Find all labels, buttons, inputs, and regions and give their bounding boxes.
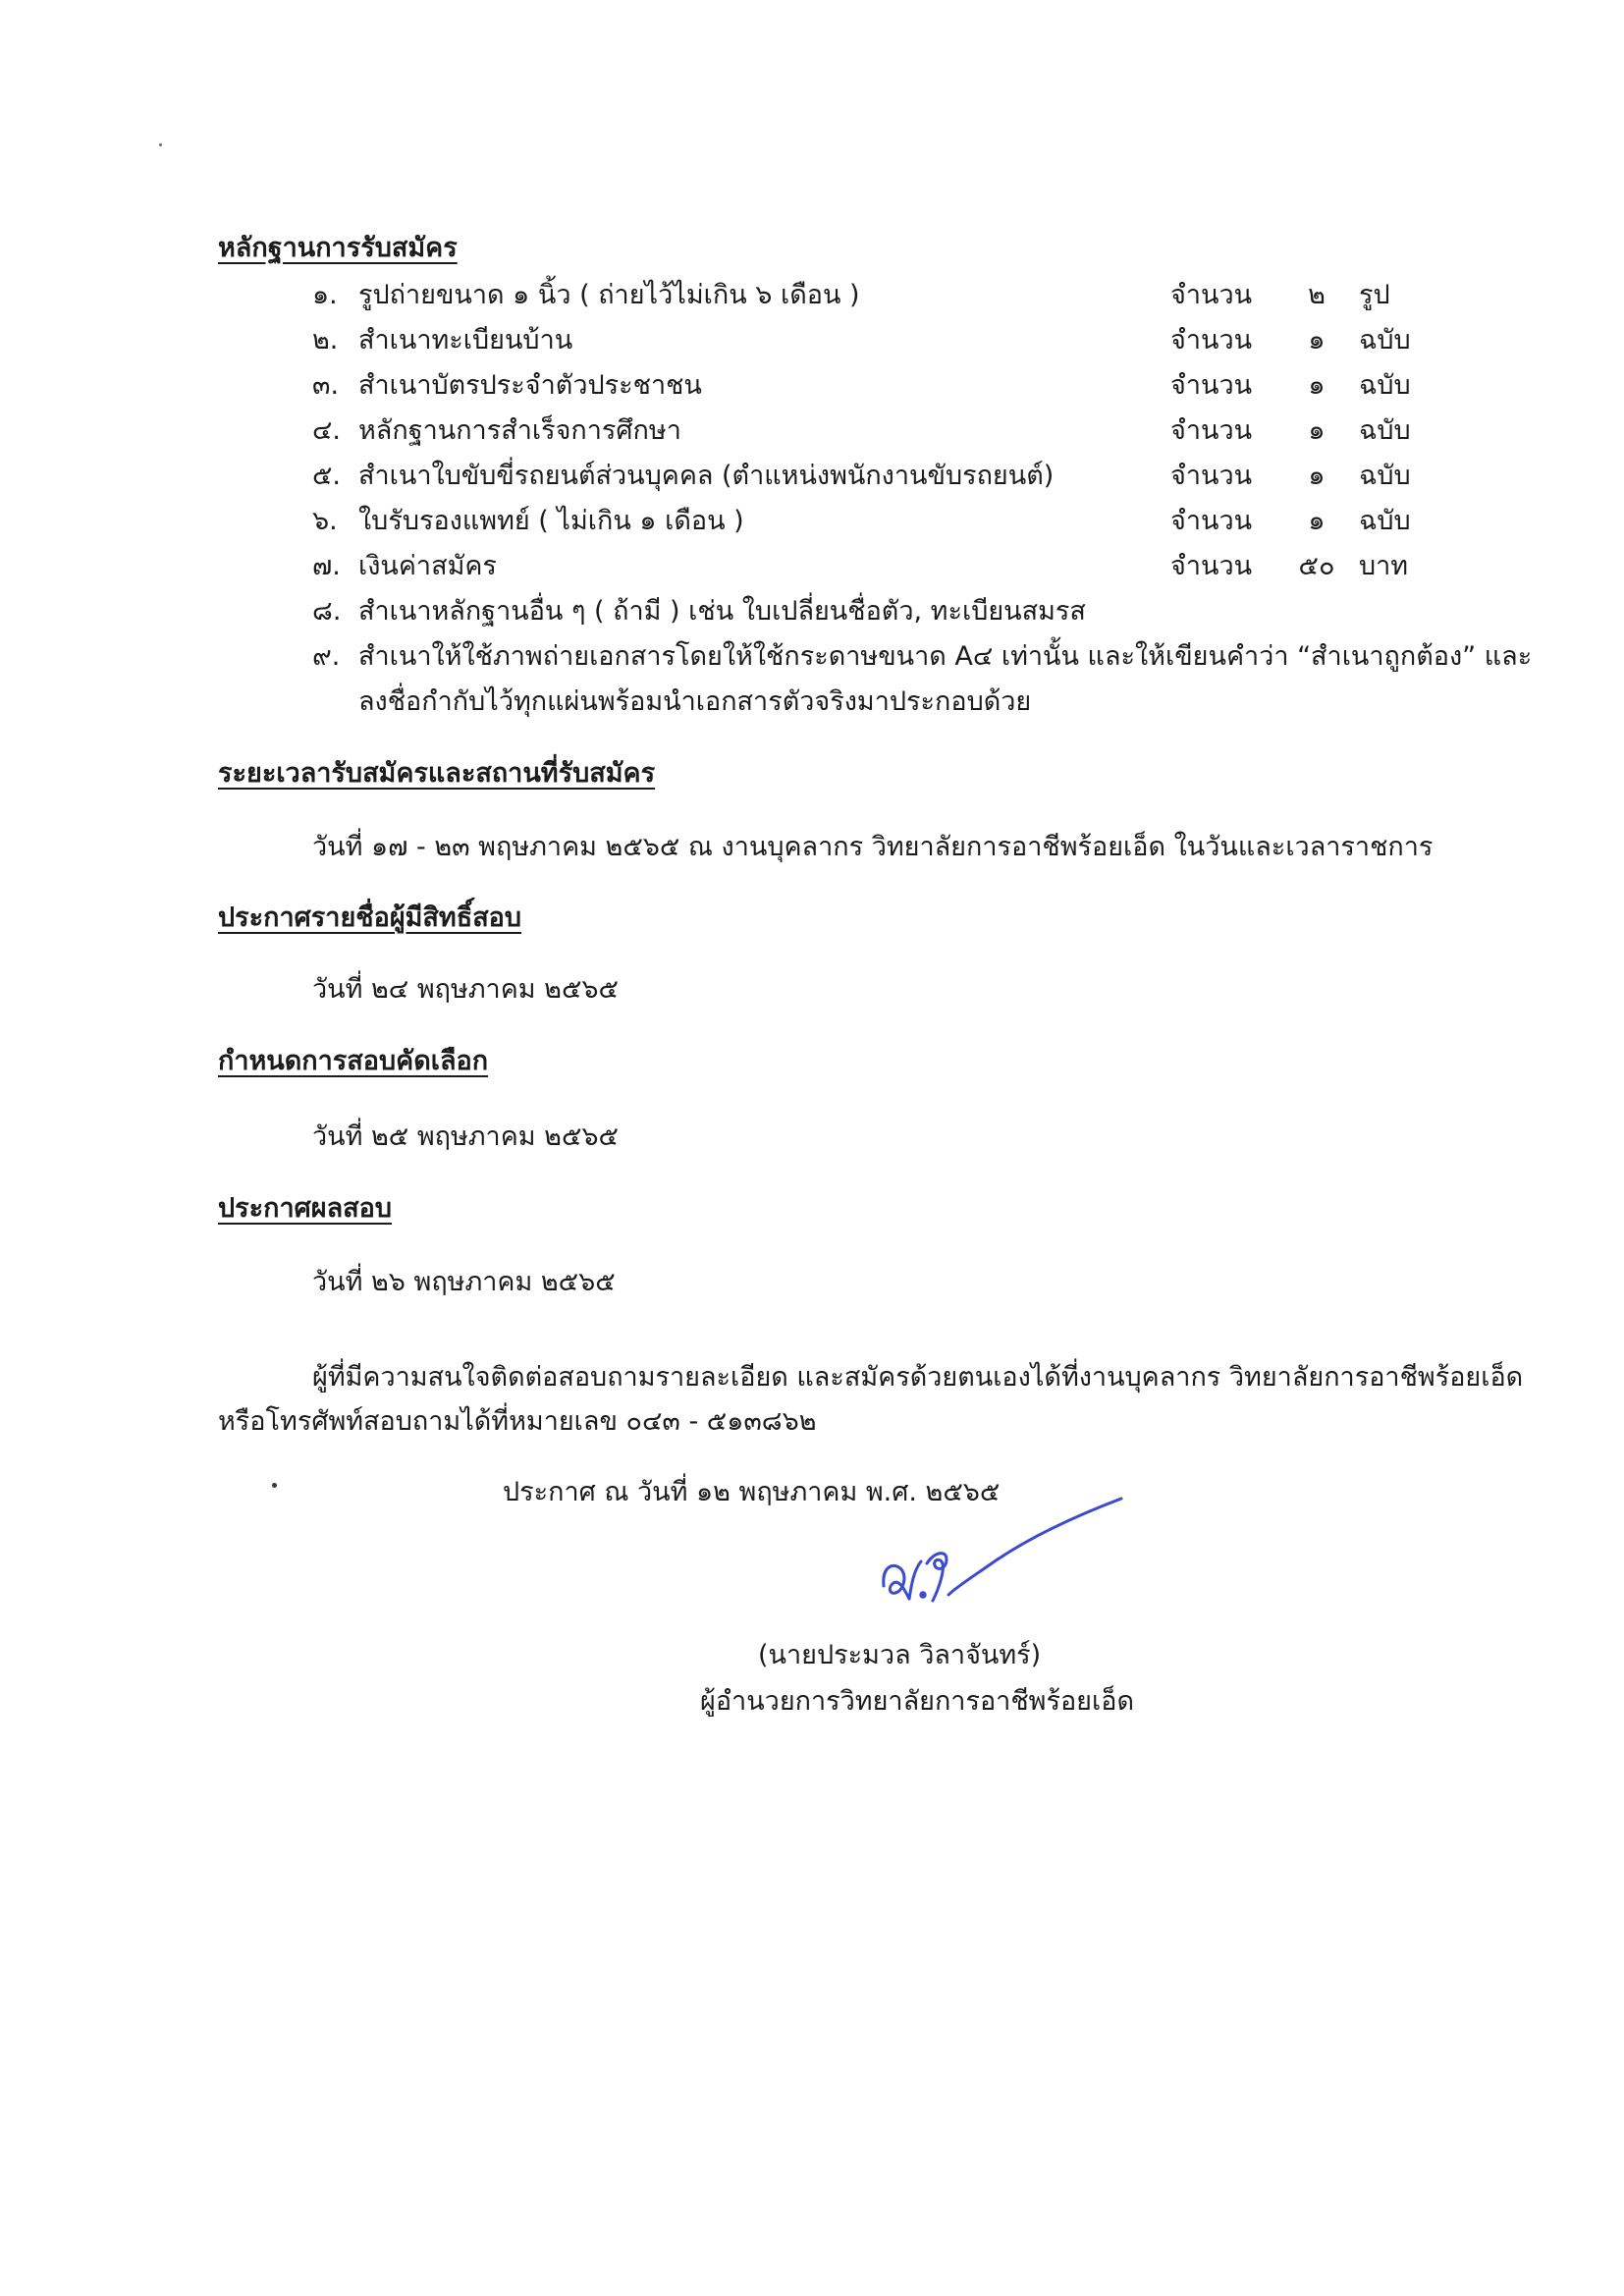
item-quantity-label: จำนวน bbox=[1170, 461, 1253, 491]
list-item-continuation bbox=[0, 680, 1624, 719]
list-item bbox=[0, 499, 1624, 538]
list-item bbox=[0, 634, 1624, 674]
item-text: ลงชื่อกำกับไว้ทุกแผ่นพร้อมนำเอกสารตัวจริงมาประกอบด้วย bbox=[358, 686, 1032, 717]
item-number: ๙. bbox=[312, 641, 341, 672]
list-item bbox=[0, 409, 1624, 448]
item-text: สำเนาใบขับขี่รถยนต์ส่วนบุคคล (ตำแหน่งพนักงานขับรถยนต์) bbox=[358, 461, 1055, 491]
item-text: หลักฐานการสำเร็จการศึกษา bbox=[358, 415, 681, 446]
contact-line-2: หรือโทรศัพท์สอบถามได้ที่หมายเลข ๐๔๓ - ๕๑๓๘๖๒ bbox=[218, 1406, 817, 1437]
announce-date: ประกาศ ณ วันที่ ๑๒ พฤษภาคม พ.ศ. ๒๕๖๕ bbox=[503, 1477, 1001, 1507]
signatory-name: (นายประมวล วิลาจันทร์) bbox=[758, 1640, 1042, 1670]
item-unit: ฉบับ bbox=[1359, 415, 1411, 446]
item-quantity-label: จำนวน bbox=[1170, 280, 1253, 310]
item-unit: รูป bbox=[1359, 280, 1390, 310]
list-item bbox=[0, 363, 1624, 403]
item-text: สำเนาบัตรประจำตัวประชาชน bbox=[358, 370, 702, 401]
item-quantity-label: จำนวน bbox=[1170, 415, 1253, 446]
item-unit: ฉบับ bbox=[1359, 461, 1411, 491]
item-number: ๑. bbox=[312, 280, 338, 310]
item-unit: ฉบับ bbox=[1359, 325, 1411, 355]
exam-heading: กำหนดการสอบคัดเลือก bbox=[218, 1046, 489, 1076]
item-number: ๗. bbox=[312, 551, 341, 581]
requirements-heading: หลักฐานการรับสมัคร bbox=[218, 233, 458, 263]
item-text: เงินค่าสมัคร bbox=[358, 551, 497, 581]
item-number: ๕. bbox=[312, 461, 342, 491]
period-text: วันที่ ๑๗ - ๒๓ พฤษภาคม ๒๕๖๕ ณ งานบุคลากร วิทยาลัยการอาชีพร้อยเอ็ด ในวันและเวลาราชการ bbox=[312, 832, 1434, 862]
eligible-heading: ประกาศรายชื่อผู้มีสิทธิ์สอบ bbox=[218, 902, 522, 933]
list-item bbox=[0, 589, 1624, 629]
item-quantity: ๑ bbox=[1308, 370, 1326, 401]
item-text: ใบรับรองแพทย์ ( ไม่เกิน ๑ เดือน ) bbox=[358, 506, 744, 536]
exam-date: วันที่ ๒๕ พฤษภาคม ๒๕๖๕ bbox=[312, 1121, 619, 1152]
signature-image bbox=[864, 1493, 1159, 1624]
results-heading: ประกาศผลสอบ bbox=[218, 1193, 392, 1224]
item-quantity-label: จำนวน bbox=[1170, 370, 1253, 401]
scan-speck bbox=[159, 143, 162, 146]
item-quantity: ๑ bbox=[1308, 325, 1326, 355]
item-quantity: ๑ bbox=[1308, 506, 1326, 536]
results-date: วันที่ ๒๖ พฤษภาคม ๒๕๖๕ bbox=[312, 1267, 616, 1297]
item-quantity: ๒ bbox=[1308, 280, 1326, 310]
scan-speck bbox=[272, 1483, 277, 1488]
item-number: ๒. bbox=[312, 325, 339, 355]
item-unit: ฉบับ bbox=[1359, 506, 1411, 536]
item-number: ๖. bbox=[312, 506, 338, 536]
period-heading: ระยะเวลารับสมัครและสถานที่รับสมัคร bbox=[218, 758, 656, 789]
item-unit: ฉบับ bbox=[1359, 370, 1411, 401]
contact-line-1: ผู้ที่มีความสนใจติดต่อสอบถามรายละเอียด และสมัครด้วยตนเองได้ที่งานบุคลากร วิทยาลัยการอาชีพร้อยเอ็ด bbox=[312, 1362, 1524, 1393]
item-number: ๘. bbox=[312, 596, 342, 627]
item-quantity: ๑ bbox=[1308, 415, 1326, 446]
item-number: ๓. bbox=[312, 370, 340, 401]
item-text: สำเนาหลักฐานอื่น ๆ ( ถ้ามี ) เช่น ใบเปลี่ยนชื่อตัว, ทะเบียนสมรส bbox=[358, 596, 1086, 627]
item-text: สำเนาให้ใช้ภาพถ่ายเอกสารโดยให้ใช้กระดาษขนาด A๔ เท่านั้น และให้เขียนคำว่า “สำเนาถูกต้อง” และ bbox=[358, 641, 1533, 672]
item-quantity: ๑ bbox=[1308, 461, 1326, 491]
list-item bbox=[0, 318, 1624, 357]
eligible-date: วันที่ ๒๔ พฤษภาคม ๒๕๖๕ bbox=[312, 974, 619, 1005]
item-quantity-label: จำนวน bbox=[1170, 325, 1253, 355]
item-text: สำเนาทะเบียนบ้าน bbox=[358, 325, 573, 355]
item-quantity-label: จำนวน bbox=[1170, 551, 1253, 581]
item-quantity-label: จำนวน bbox=[1170, 506, 1253, 536]
item-text: รูปถ่ายขนาด ๑ นิ้ว ( ถ่ายไว้ไม่เกิน ๖ เดือน ) bbox=[358, 280, 860, 310]
item-number: ๔. bbox=[312, 415, 342, 446]
signatory-position: ผู้อำนวยการวิทยาลัยการอาชีพร้อยเอ็ด bbox=[700, 1686, 1134, 1717]
list-item bbox=[0, 544, 1624, 583]
list-item bbox=[0, 273, 1624, 312]
item-quantity: ๕๐ bbox=[1298, 551, 1335, 581]
item-unit: บาท bbox=[1359, 551, 1409, 581]
list-item bbox=[0, 454, 1624, 493]
